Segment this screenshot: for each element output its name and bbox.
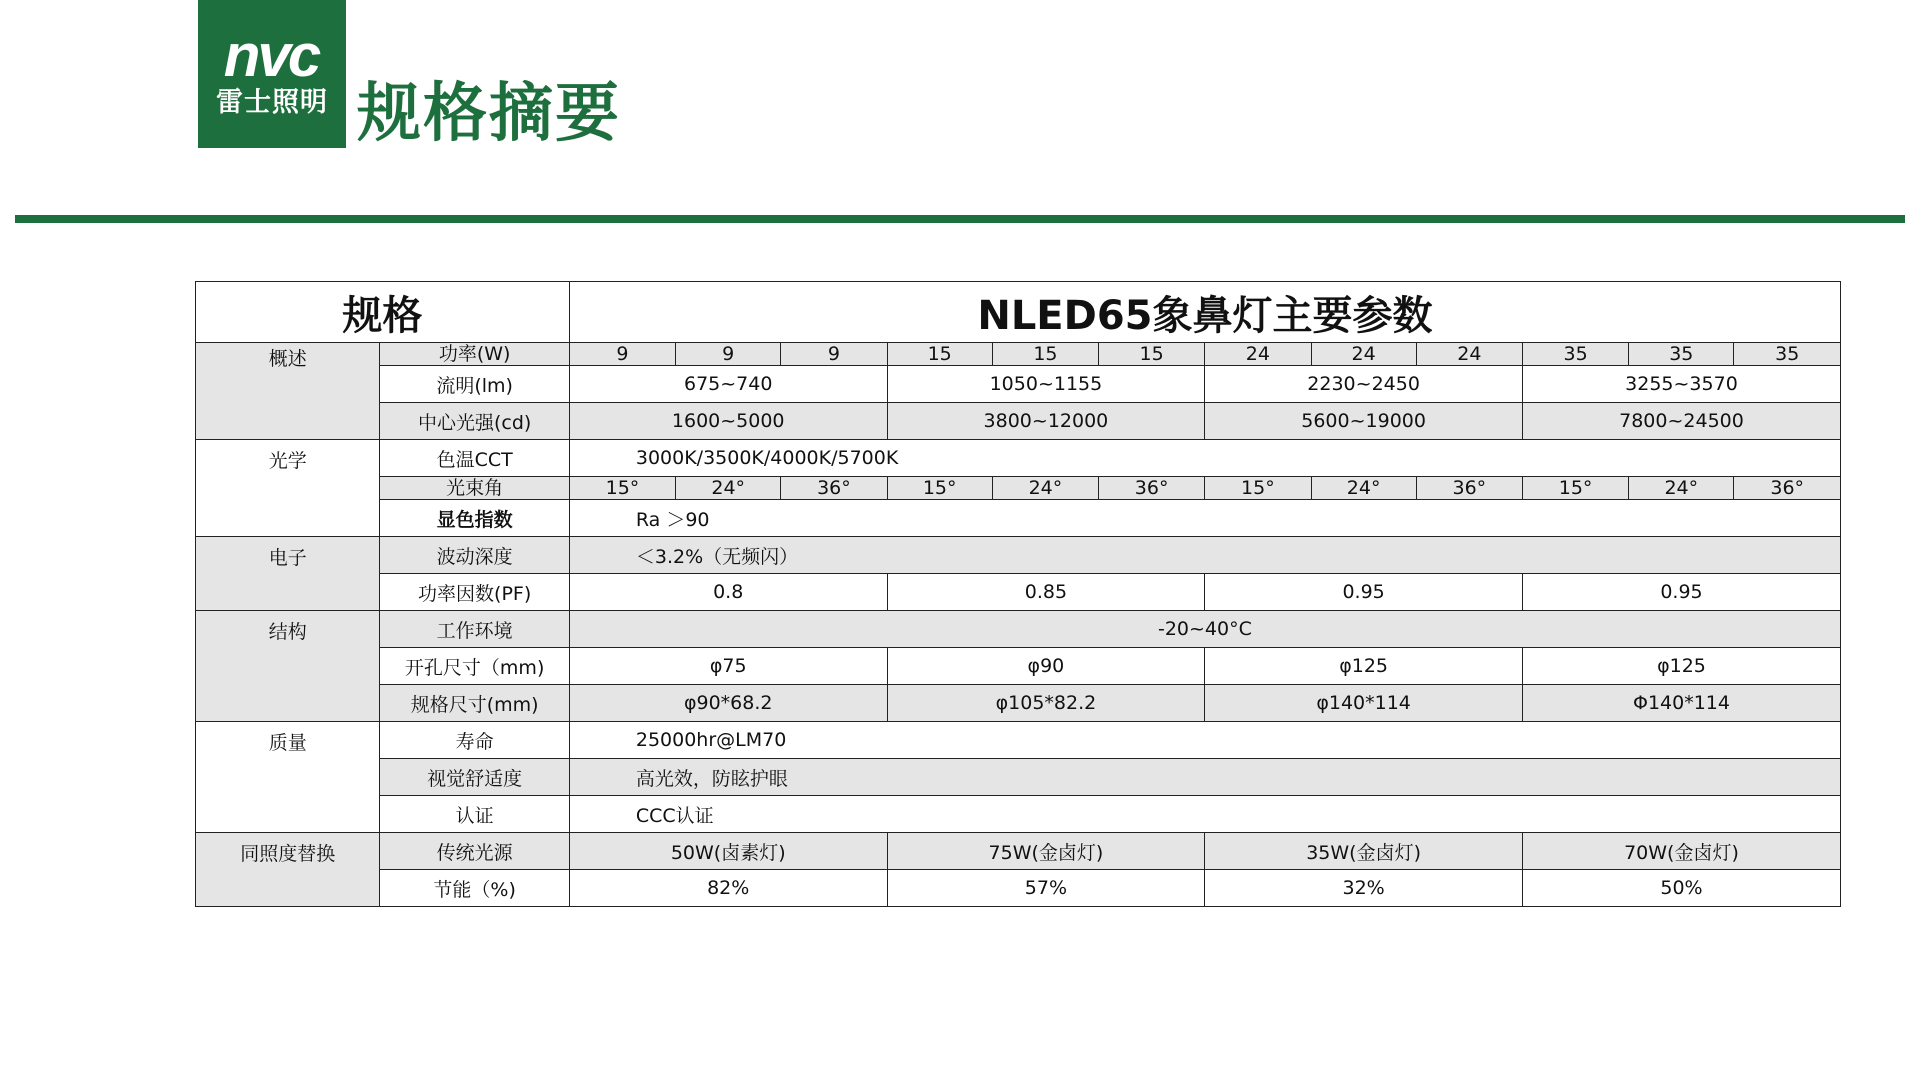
cell-power: 15 xyxy=(1099,343,1205,366)
cell-beam: 15° xyxy=(1205,477,1311,500)
row-env xyxy=(196,611,1841,648)
cell-power: 24 xyxy=(1205,343,1311,366)
cell-source: 50W(卤素灯) xyxy=(569,833,887,870)
row-intensity xyxy=(196,403,1841,440)
row-label-cutout: 开孔尺寸（mm) xyxy=(380,648,569,685)
cell-intensity: 5600~19000 xyxy=(1205,403,1523,440)
cell-power: 24 xyxy=(1311,343,1416,366)
cell-power: 35 xyxy=(1522,343,1628,366)
cell-pf: 0.95 xyxy=(1522,574,1840,611)
row-label-saving: 节能（%) xyxy=(380,870,569,907)
row-pf xyxy=(196,574,1841,611)
cell-beam: 15° xyxy=(569,477,675,500)
cell-beam: 36° xyxy=(1099,477,1205,500)
row-label-power: 功率(W) xyxy=(380,343,569,366)
row-cert xyxy=(196,796,1841,833)
cell-pf: 0.95 xyxy=(1205,574,1523,611)
cell-flux: 2230~2450 xyxy=(1205,366,1523,403)
category-optics: 光学 xyxy=(196,440,380,537)
row-label-pf: 功率因数(PF) xyxy=(380,574,569,611)
cell-cutout: φ90 xyxy=(887,648,1205,685)
cell-cutout: φ125 xyxy=(1205,648,1523,685)
cell-power: 15 xyxy=(887,343,992,366)
cell-life: 25000hr@LM70 xyxy=(569,722,1840,759)
header-spec-label: 规格 xyxy=(196,282,570,343)
cell-size: φ105*82.2 xyxy=(887,685,1205,722)
row-label-life: 寿命 xyxy=(380,722,569,759)
cell-saving: 82% xyxy=(569,870,887,907)
row-label-ripple: 波动深度 xyxy=(380,537,569,574)
category-overview: 概述 xyxy=(196,343,380,440)
row-label-flux: 流明(lm) xyxy=(380,366,569,403)
cell-intensity: 1600~5000 xyxy=(569,403,887,440)
row-cutout xyxy=(196,648,1841,685)
cell-flux: 1050~1155 xyxy=(887,366,1205,403)
page-title: 规格摘要 xyxy=(357,77,621,151)
cell-power: 24 xyxy=(1416,343,1522,366)
row-size xyxy=(196,685,1841,722)
row-beam xyxy=(196,477,1841,500)
cell-cri: Ra ＞90 xyxy=(569,500,1840,537)
title-divider xyxy=(15,215,1905,223)
cell-cutout: φ75 xyxy=(569,648,887,685)
row-power xyxy=(196,343,1841,366)
cell-saving: 57% xyxy=(887,870,1205,907)
cell-flux: 675~740 xyxy=(569,366,887,403)
category-quality: 质量 xyxy=(196,722,380,833)
row-label-intensity: 中心光强(cd) xyxy=(380,403,569,440)
cell-intensity: 3800~12000 xyxy=(887,403,1205,440)
cell-size: φ140*114 xyxy=(1205,685,1523,722)
cell-cct: 3000K/3500K/4000K/5700K xyxy=(569,440,1840,477)
cell-size: φ90*68.2 xyxy=(569,685,887,722)
cell-power: 9 xyxy=(569,343,675,366)
cell-beam: 24° xyxy=(1311,477,1416,500)
logo-mark: nvc xyxy=(223,22,319,89)
cell-intensity: 7800~24500 xyxy=(1522,403,1840,440)
cell-power: 35 xyxy=(1629,343,1734,366)
row-label-cri: 显色指数 xyxy=(380,500,569,537)
cell-saving: 50% xyxy=(1522,870,1840,907)
cell-beam: 15° xyxy=(887,477,992,500)
category-structure: 结构 xyxy=(196,611,380,722)
cell-comfort: 高光效，防眩护眼 xyxy=(569,759,1840,796)
header-product-title: NLED65象鼻灯主要参数 xyxy=(569,282,1840,343)
row-saving xyxy=(196,870,1841,907)
cell-cert: CCC认证 xyxy=(569,796,1840,833)
category-electronic: 电子 xyxy=(196,537,380,611)
cell-source: 75W(金卤灯) xyxy=(887,833,1205,870)
cell-power: 9 xyxy=(676,343,781,366)
cell-beam: 36° xyxy=(781,477,887,500)
cell-flux: 3255~3570 xyxy=(1522,366,1840,403)
row-label-comfort: 视觉舒适度 xyxy=(380,759,569,796)
cell-beam: 36° xyxy=(1734,477,1841,500)
row-comfort xyxy=(196,759,1841,796)
nvc-logo xyxy=(198,0,346,148)
cell-beam: 24° xyxy=(992,477,1098,500)
row-label-size: 规格尺寸(mm) xyxy=(380,685,569,722)
cell-beam: 36° xyxy=(1416,477,1522,500)
logo-brand-text: 雷士照明 xyxy=(216,87,328,118)
table-header-row xyxy=(196,282,1841,343)
spec-table xyxy=(195,281,1841,907)
row-cct xyxy=(196,440,1841,477)
cell-power: 35 xyxy=(1734,343,1841,366)
row-label-env: 工作环境 xyxy=(380,611,569,648)
cell-cutout: φ125 xyxy=(1522,648,1840,685)
row-label-cert: 认证 xyxy=(380,796,569,833)
row-cri xyxy=(196,500,1841,537)
category-replacement: 同照度替换 xyxy=(196,833,380,907)
cell-power: 9 xyxy=(781,343,887,366)
cell-ripple: ＜3.2%（无频闪） xyxy=(569,537,1840,574)
row-source xyxy=(196,833,1841,870)
cell-saving: 32% xyxy=(1205,870,1523,907)
row-label-cct: 色温CCT xyxy=(380,440,569,477)
row-ripple xyxy=(196,537,1841,574)
row-flux xyxy=(196,366,1841,403)
cell-beam: 24° xyxy=(1629,477,1734,500)
cell-source: 35W(金卤灯) xyxy=(1205,833,1523,870)
cell-beam: 15° xyxy=(1522,477,1628,500)
row-label-source: 传统光源 xyxy=(380,833,569,870)
cell-power: 15 xyxy=(992,343,1098,366)
cell-pf: 0.8 xyxy=(569,574,887,611)
row-life xyxy=(196,722,1841,759)
cell-pf: 0.85 xyxy=(887,574,1205,611)
row-label-beam: 光束角 xyxy=(380,477,569,500)
cell-env: -20~40°C xyxy=(569,611,1840,648)
cell-size: Φ140*114 xyxy=(1522,685,1840,722)
cell-beam: 24° xyxy=(676,477,781,500)
cell-source: 70W(金卤灯) xyxy=(1522,833,1840,870)
